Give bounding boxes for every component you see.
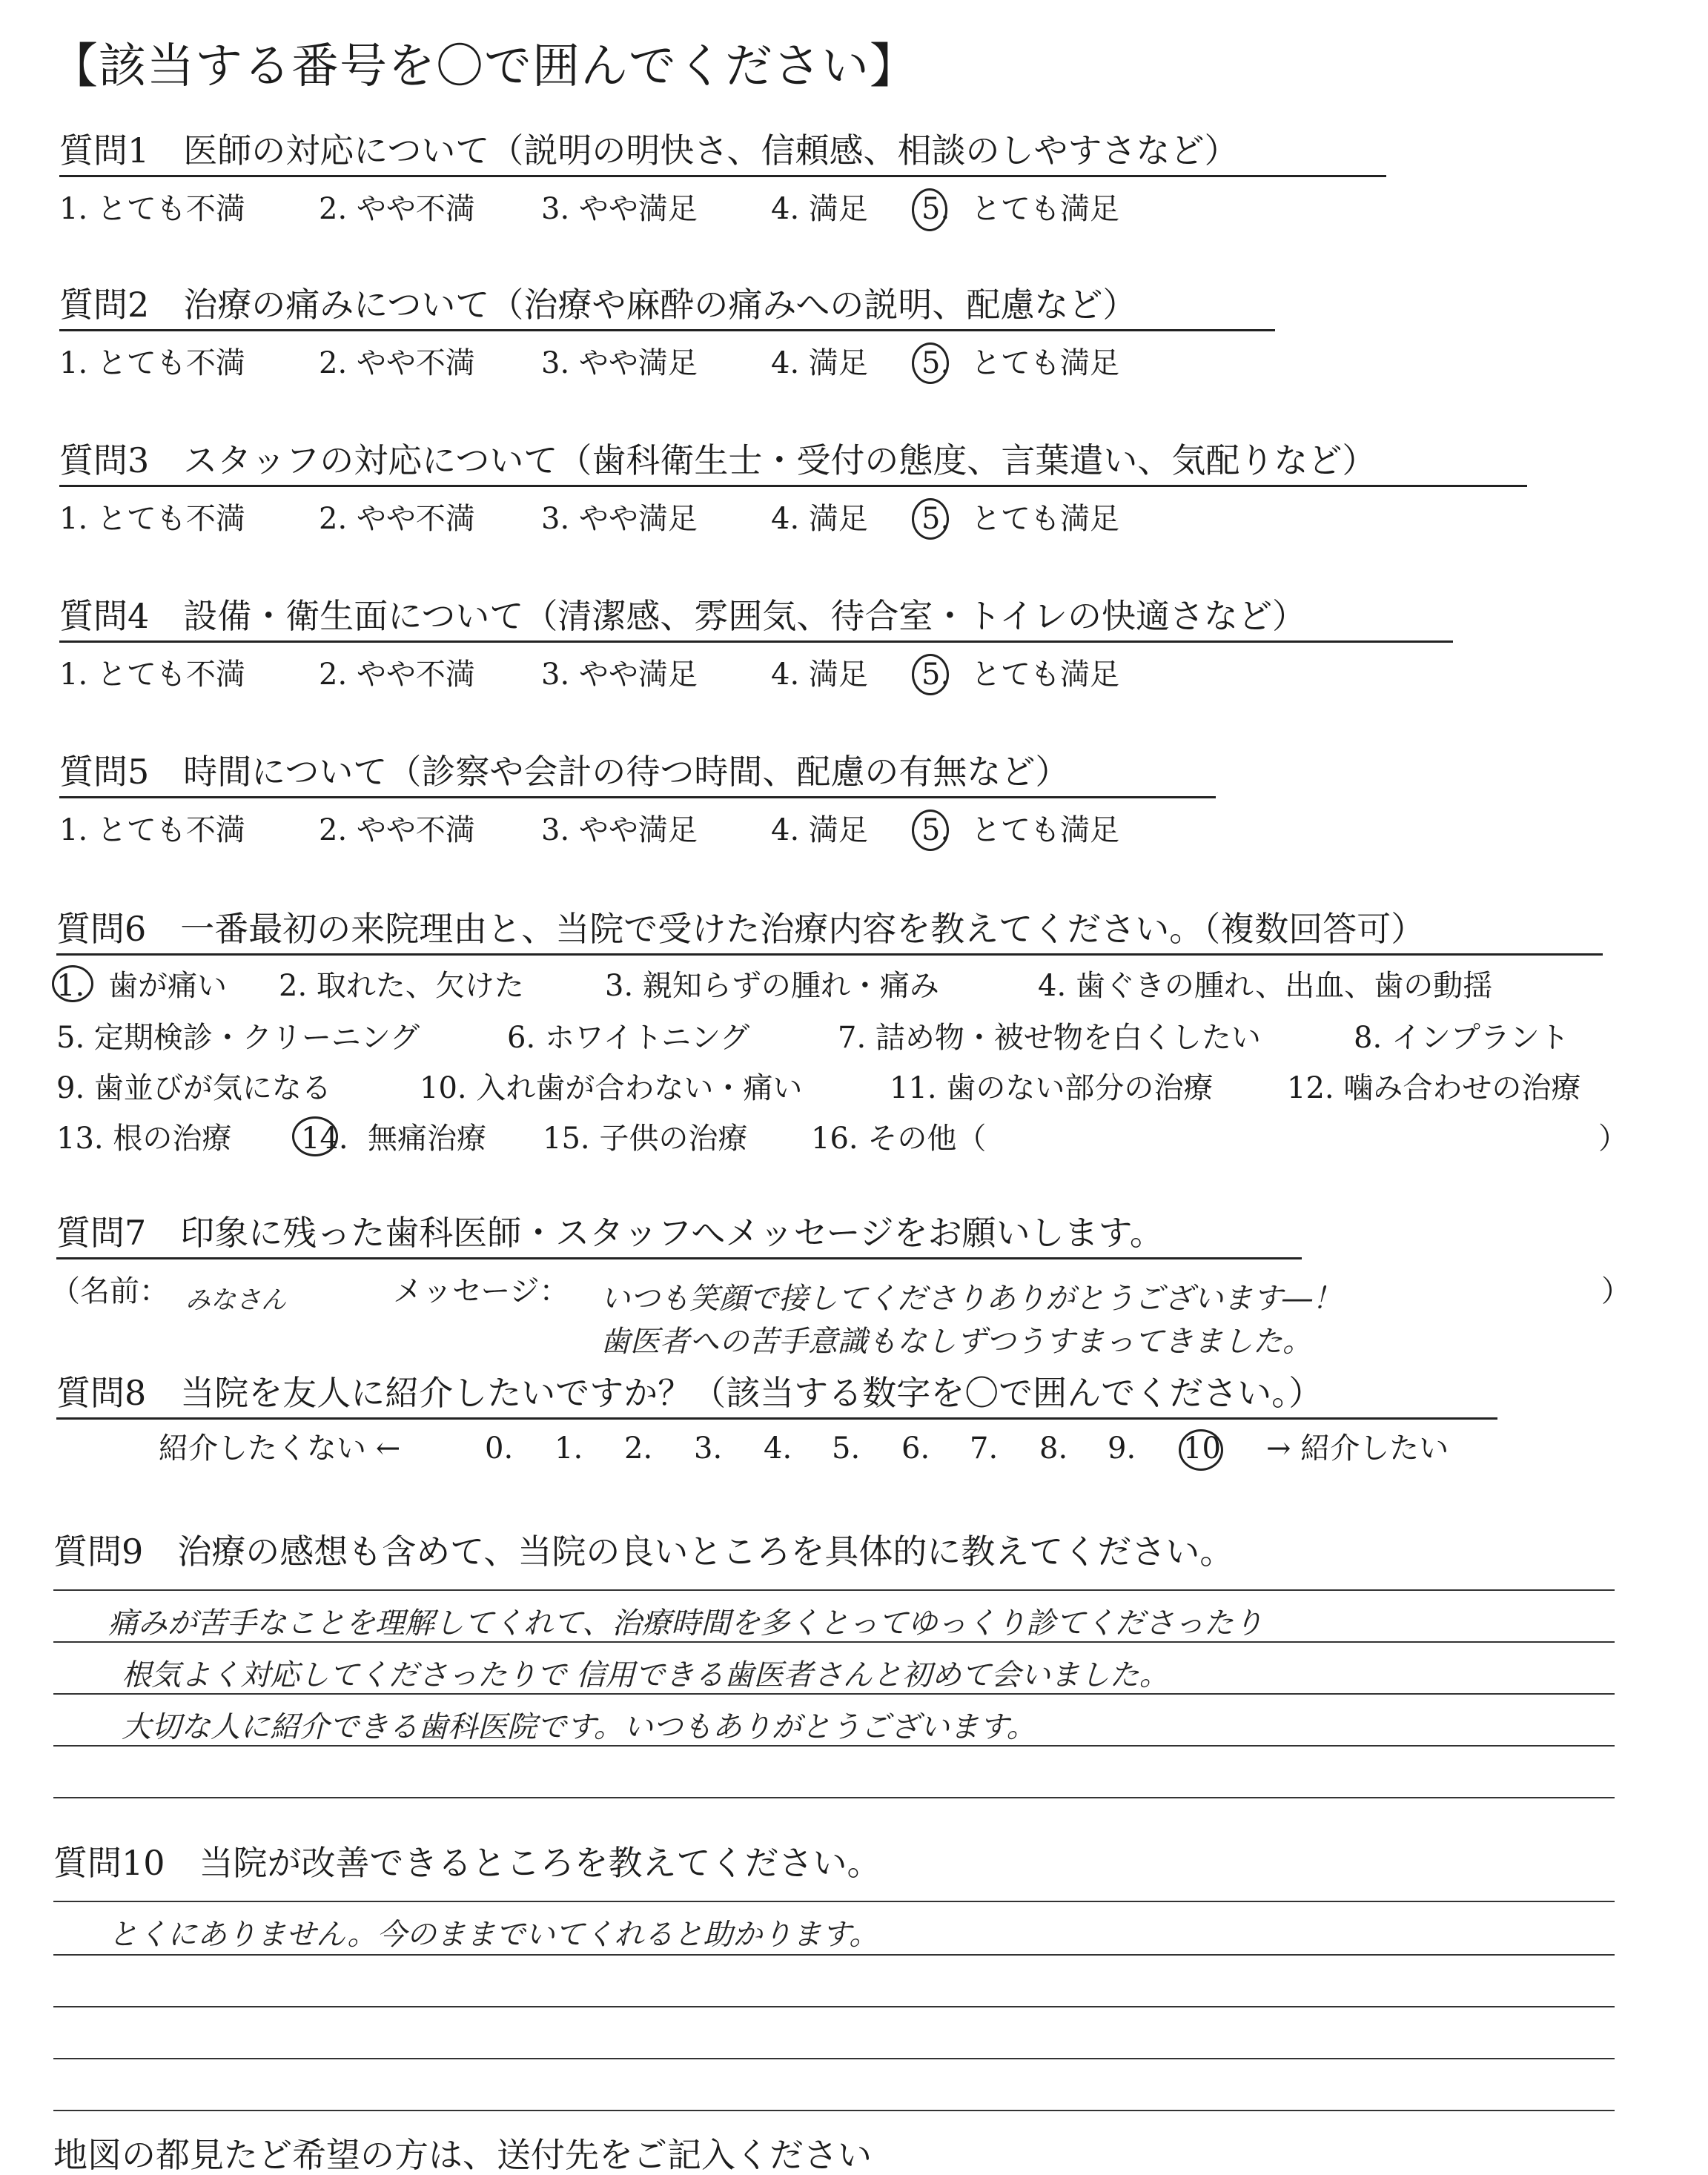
q4-selected-circle [912, 654, 949, 695]
q4-opt-4[interactable]: 4. 満足 [771, 658, 868, 692]
q1-opt-3[interactable]: 3. やや満足 [541, 192, 698, 226]
question-6-underline [56, 953, 1603, 956]
question-2-label: 質問2 治療の痛みについて（治療や麻酔の痛みへの説明、配慮など） [59, 285, 1137, 325]
q8-opt-4[interactable]: 4. [764, 1431, 792, 1466]
q9-answer-line-2: 根気よく対応してくださったりで 信用できる歯医者さんと初めて会いました。 [122, 1658, 1169, 1692]
question-4-label: 質問4 設備・衛生面について（清潔感、雰囲気、待合室・トイレの快適さなど） [59, 596, 1307, 636]
q1-opt-4[interactable]: 4. 満足 [771, 192, 868, 226]
q6-selected-circle-14 [292, 1116, 338, 1156]
q5-opt-5-text: とても満足 [971, 813, 1119, 847]
q9-rule-2 [53, 1641, 1615, 1643]
q8-left-label: 紹介したくない ← [159, 1431, 401, 1466]
q4-opt-5-text: とても満足 [971, 658, 1119, 692]
q6-row-2 [56, 1023, 1628, 1053]
question-3-label: 質問3 スタッフの対応について（歯科衛生士・受付の態度、言葉遣い、気配りなど） [59, 440, 1377, 480]
q6-opt-14[interactable]: 14. [301, 1122, 348, 1156]
q9-rule-1 [53, 1589, 1615, 1591]
q3-opt-1[interactable]: 1. とても不満 [59, 502, 245, 536]
q8-opt-0[interactable]: 0. [485, 1431, 514, 1466]
q5-opt-1[interactable]: 1. とても不満 [59, 813, 245, 847]
q7-name-value: みなさん [185, 1285, 286, 1315]
q1-opt-5-text: とても満足 [971, 192, 1119, 226]
q3-opt-2[interactable]: 2. やや不満 [319, 502, 475, 536]
q9-rule-5 [53, 1797, 1615, 1798]
q2-opt-4[interactable]: 4. 満足 [771, 346, 868, 380]
q6-opt-13[interactable]: 13. 根の治療 [56, 1122, 232, 1156]
q3-opt-4[interactable]: 4. 満足 [771, 502, 868, 536]
q6-opt-1[interactable]: 1. [56, 969, 85, 1003]
q5-opt-5[interactable]: 5. [921, 813, 950, 847]
page-title: 【該当する番号を〇で囲んでください】 [50, 39, 918, 94]
q3-selected-circle [912, 498, 949, 540]
q7-name-label: （名前： [50, 1274, 169, 1308]
q6-opt-15[interactable]: 15. 子供の治療 [543, 1122, 748, 1156]
q9-rule-4 [53, 1745, 1615, 1747]
q6-opt-11[interactable]: 11. 歯のない部分の治療 [890, 1071, 1214, 1105]
q3-opt-5[interactable]: 5. [921, 502, 950, 536]
q6-opt-12[interactable]: 12. 噛み合わせの治療 [1287, 1071, 1581, 1105]
q7-message-line-2: 歯医者への苦手意識もなしずつうすまってきました。 [600, 1325, 1312, 1359]
q10-rule-3 [53, 2006, 1615, 2007]
q6-opt-16[interactable]: 16. その他（ [811, 1122, 987, 1156]
question-8-label: 質問8 当院を友人に紹介したいですか？（該当する数字を〇で囲んでください。） [56, 1373, 1323, 1413]
q4-opt-5[interactable]: 5. [921, 658, 950, 692]
q10-rule-2 [53, 1954, 1615, 1956]
question-1-underline [59, 175, 1386, 177]
q1-opt-1[interactable]: 1. とても不満 [59, 192, 245, 226]
q6-opt-3[interactable]: 3. 親知らずの腫れ・痛み [605, 969, 939, 1003]
question-4-underline [59, 640, 1453, 643]
q2-opt-2[interactable]: 2. やや不満 [319, 346, 475, 380]
q5-opt-2[interactable]: 2. やや不満 [319, 813, 475, 847]
q4-opt-2[interactable]: 2. やや不満 [319, 658, 475, 692]
question-5-label: 質問5 時間について（診察や会計の待つ時間、配慮の有無など） [59, 752, 1070, 792]
question-1-label: 質問1 医師の対応について（説明の明快さ、信頼感、相談のしやすさなど） [59, 130, 1239, 171]
q8-scale [0, 1431, 1708, 1466]
q3-opt-3[interactable]: 3. やや満足 [541, 502, 698, 536]
q6-row-3 [56, 1073, 1628, 1103]
q2-opt-5[interactable]: 5. [921, 346, 950, 380]
q6-row-1 [56, 971, 1628, 1001]
q8-opt-6[interactable]: 6. [901, 1431, 930, 1466]
q1-opt-2[interactable]: 2. やや不満 [319, 192, 475, 226]
footer-note: 地図の都見たど希望の方は、送付先をご記入ください [53, 2135, 872, 2175]
q9-answer-line-1: 痛みが苦手なことを理解してくれて、治療時間を多くとってゆっくり診てくださったり [108, 1606, 1263, 1641]
q10-rule-5 [53, 2110, 1615, 2111]
q10-rule-1 [53, 1901, 1615, 1902]
question-7-label: 質問7 印象に残った歯科医師・スタッフへメッセージをお願いします。 [56, 1213, 1164, 1253]
q10-answer-line-1: とくにありません。今のままでいてくれると助かります。 [108, 1918, 879, 1952]
q4-opt-1[interactable]: 1. とても不満 [59, 658, 245, 692]
q6-opt-6[interactable]: 6. ホワイトニング [507, 1021, 750, 1055]
q6-opt-1-text: 歯が痛い [108, 969, 227, 1003]
question-6-label: 質問6 一番最初の来院理由と、当院で受けた治療内容を教えてください。（複数回答可） [56, 909, 1426, 949]
q6-opt-16-close: ） [1598, 1122, 1628, 1156]
q9-answer-line-3: 大切な人に紹介できる歯科医院です。いつもありがとうございます。 [122, 1710, 1036, 1744]
q10-rule-4 [53, 2058, 1615, 2059]
q7-message-label: メッセージ： [393, 1274, 569, 1308]
q1-opt-5[interactable]: 5. [921, 192, 950, 226]
q2-opt-5-text: とても満足 [971, 346, 1119, 380]
q8-right-label: → 紹介したい [1266, 1431, 1449, 1466]
q8-selected-circle [1179, 1429, 1223, 1471]
q6-opt-14-text: 無痛治療 [368, 1122, 486, 1156]
q5-opt-4[interactable]: 4. 満足 [771, 813, 868, 847]
q8-opt-10[interactable]: 10 [1183, 1431, 1221, 1466]
q8-opt-1[interactable]: 1. [555, 1431, 583, 1466]
q7-message-line-1: いつも笑顔で接してくださりありがとうございます―！ [600, 1282, 1342, 1316]
q6-opt-4[interactable]: 4. 歯ぐきの腫れ、出血、歯の動揺 [1038, 969, 1493, 1003]
q2-selected-circle [912, 342, 949, 384]
q8-opt-5[interactable]: 5. [832, 1431, 861, 1466]
q6-opt-8[interactable]: 8. インプラント [1354, 1021, 1569, 1055]
q6-opt-10[interactable]: 10. 入れ歯が合わない・痛い [420, 1071, 803, 1105]
question-2-underline [59, 329, 1275, 331]
q8-opt-3[interactable]: 3. [694, 1431, 723, 1466]
q1-selected-circle [912, 188, 947, 231]
q6-opt-2[interactable]: 2. 取れた、欠けた [279, 969, 524, 1003]
question-8-underline [56, 1417, 1497, 1420]
q8-opt-7[interactable]: 7. [970, 1431, 999, 1466]
q9-rule-3 [53, 1693, 1615, 1695]
question-9-label: 質問9 治療の感想も含めて、当院の良いところを具体的に教えてください。 [53, 1532, 1234, 1572]
q5-opt-3[interactable]: 3. やや満足 [541, 813, 698, 847]
q4-opt-3[interactable]: 3. やや満足 [541, 658, 698, 692]
question-7-underline [56, 1257, 1302, 1259]
q8-opt-8[interactable]: 8. [1039, 1431, 1068, 1466]
question-10-label: 質問10 当院が改善できるところを教えてください。 [53, 1843, 881, 1883]
question-5-underline [59, 796, 1216, 798]
q5-selected-circle [912, 810, 949, 851]
q8-opt-9[interactable]: 9. [1108, 1431, 1136, 1466]
q3-opt-5-text: とても満足 [971, 502, 1119, 536]
q2-opt-3[interactable]: 3. やや満足 [541, 346, 698, 380]
question-3-underline [59, 485, 1527, 487]
q6-selected-circle-1 [52, 965, 93, 1002]
q6-opt-9[interactable]: 9. 歯並びが気になる [56, 1071, 331, 1105]
q7-close-paren: ） [1601, 1274, 1631, 1308]
q2-opt-1[interactable]: 1. とても不満 [59, 346, 245, 380]
q8-opt-2[interactable]: 2. [624, 1431, 653, 1466]
q6-opt-7[interactable]: 7. 詰め物・被せ物を白くしたい [838, 1021, 1261, 1055]
q6-opt-5[interactable]: 5. 定期検診・クリーニング [56, 1021, 420, 1055]
